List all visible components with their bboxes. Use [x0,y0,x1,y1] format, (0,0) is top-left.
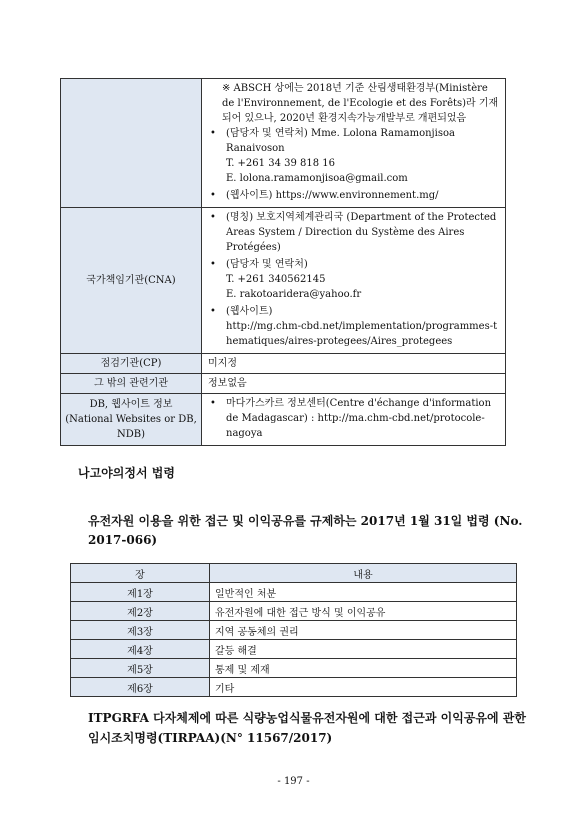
contact-label: (담당자 및 연락처) Mme. Lolona Ramamonjisoa Ranaivoson [226,128,455,154]
list-item [208,257,499,302]
content-cell: 유전자원에 대한 접근 방식 및 이익공유 [210,602,517,621]
page-number: - 197 - [277,776,310,787]
ministry-info-cell [202,79,506,208]
authority-table [60,78,506,446]
other-label: 그 밖의 관련기관 [61,374,202,394]
chapter-cell: 제3장 [71,621,210,640]
column-header-chapter: 장 [71,564,210,583]
section-heading-itpgrfa: ITPGRFA 다자체제에 따른 식량농업식물유전자원에 대한 접근과 이익공유에 관한 임시조치명령(TIRPAA)(N° 11567/2017) [88,711,526,745]
cp-value: 미지정 [202,354,506,374]
content-cell: 통제 및 제재 [210,659,517,678]
cna-info-cell [202,208,506,354]
cp-label: 점검기관(CP) [61,354,202,374]
table-row [61,374,506,394]
db-value[interactable]: 마다가스카르 정보센터(Centre d'échange d'information de Madagascar) : http://ma.chm-cbd.net/protocole-nagoya [226,398,492,439]
table-row [61,208,506,354]
section-heading-nagoya: 나고야의정서 법령 [78,466,175,480]
bullet-icon: • [210,259,216,270]
table-row [71,640,517,659]
website-label: (웹사이트) [226,306,273,317]
ministry-note: ※ ABSCH 상에는 2018년 기준 산림생태환경부(Ministère de l'Environnement, de l'Ecologie et des Forêts)라 기재되어 있으나, 2020년 환경지속가능개발부로 개편되었음 [222,83,499,124]
contact-email: E. rakotoaridera@yahoo.fr [226,289,362,300]
table-row [61,79,506,208]
bullet-icon: • [210,128,216,139]
table-row [71,678,517,697]
table-row [71,621,517,640]
db-label-line1: DB, 웹사이트 정보 [89,399,173,410]
cna-label: 국가책임기관(CNA) [61,208,202,354]
section-heading-decree: 유전자원 이용을 위한 접근 및 이익공유를 규제하는 2017년 1월 31일 법령 (No. 2017-066) [88,514,523,547]
db-label [61,394,202,446]
chapter-cell: 제4장 [71,640,210,659]
table-row [71,583,517,602]
bullet-icon: • [210,190,216,201]
content-cell: 기타 [210,678,517,697]
bullet-icon: • [210,306,216,317]
chapter-cell: 제6장 [71,678,210,697]
other-value: 정보없음 [202,374,506,394]
column-header-content: 내용 [210,564,517,583]
contact-label: (담당자 및 연락처) [226,259,308,270]
list-item [208,396,499,441]
chapter-cell: 제2장 [71,602,210,621]
list-item [208,210,499,255]
table-row [61,394,506,446]
list-item [208,126,499,186]
db-label-line2: (National Websites or DB, NDB) [65,414,197,440]
website-link[interactable]: (웹사이트) https://www.environnement.mg/ [226,190,439,201]
contact-tel: T. +261 34 39 818 16 [226,158,335,169]
table-row [71,602,517,621]
table-header-row [71,564,517,583]
content-cell: 일반적인 처분 [210,583,517,602]
cna-name: (명칭) 보호지역체계관리국 (Department of the Protected Areas System / Direction du Système des Aires Protégées) [226,212,497,253]
content-cell: 갈등 해결 [210,640,517,659]
chapter-cell: 제1장 [71,583,210,602]
bullet-icon: • [210,212,216,223]
list-item [208,304,499,349]
table-row [61,354,506,374]
content-cell: 지역 공동체의 권리 [210,621,517,640]
db-info-cell [202,394,506,446]
website-link[interactable]: http://mg.chm-cbd.net/implementation/programmes-thematiques/aires-protegees/Aires_protegees [226,321,498,347]
contact-tel: T. +261 340562145 [226,274,326,285]
contact-email: E. lolona.ramamonjisoa@gmail.com [226,173,408,184]
bullet-icon: • [210,398,216,409]
chapter-cell: 제5장 [71,659,210,678]
list-item [208,188,499,203]
table-row [71,659,517,678]
chapters-table [70,563,517,697]
row-label-empty [61,79,202,208]
